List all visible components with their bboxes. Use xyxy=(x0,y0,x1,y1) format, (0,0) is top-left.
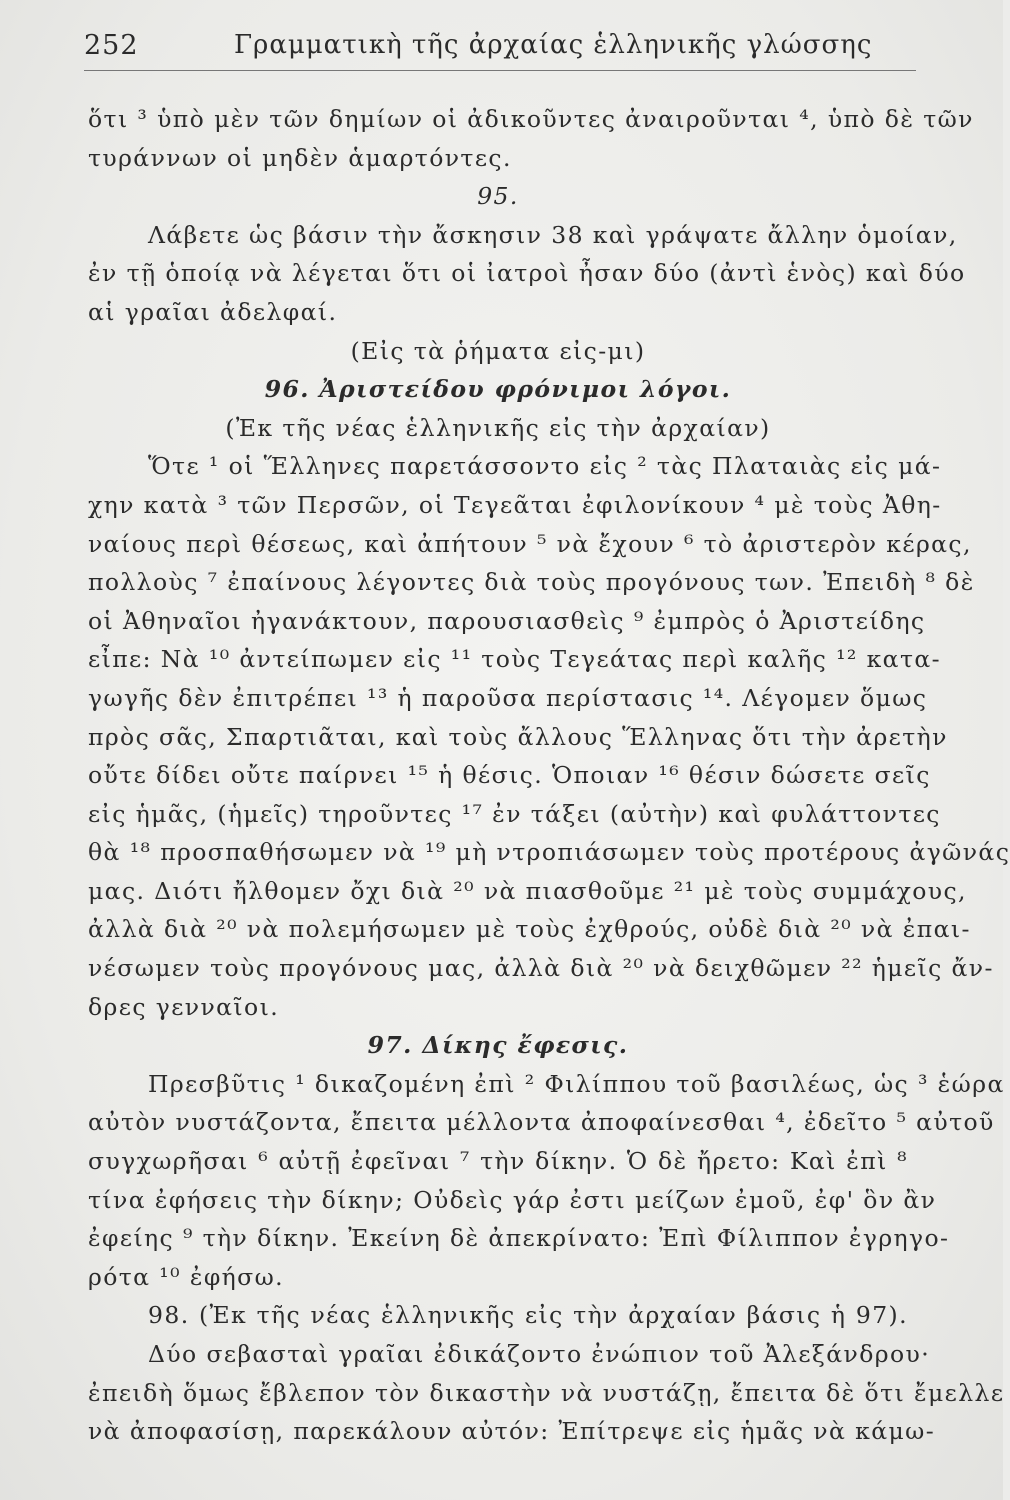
text-line: αὐτὸν νυστάζοντα, ἔπειτα μέλλοντα ἀποφαίνεσθαι ⁴, ἐδεῖτο ⁵ αὐτοῦ xyxy=(88,1108,995,1137)
text-line: Δύο σεβασταὶ γραῖαι ἐδικάζοντο ἐνώπιον τοῦ Ἀλεξάνδρου· xyxy=(148,1340,931,1368)
text-line: συγχωρῆσαι ⁶ αὐτῇ ἐφεῖναι ⁷ τὴν δίκην. Ὁ δὲ ἤρετο: Καὶ ἐπὶ ⁸ xyxy=(88,1147,908,1176)
running-title: Γραμματικὴ τῆς ἀρχαίας ἑλληνικῆς γλώσσης xyxy=(234,30,873,60)
page-number: 252 xyxy=(84,30,139,61)
text-line: γωγῆς δὲν ἐπιτρέπει ¹³ ἡ παροῦσα περίστασις ¹⁴. Λέγομεν ὅμως xyxy=(88,683,928,712)
text-line: θὰ ¹⁸ προσπαθήσωμεν νὰ ¹⁹ μὴ ντροπιάσωμεν τοὺς προτέρους ἀγῶνάς xyxy=(88,838,1010,867)
text-line: οἱ Ἀθηναῖοι ἠγανάκτουν, παρουσιασθεὶς ⁹ ἐμπρὸς ὁ Ἀριστείδης xyxy=(88,606,926,635)
text-line: 95. xyxy=(477,182,519,211)
text-line: αἱ γραῖαι ἀδελφαί. xyxy=(88,297,338,326)
text-line: δρες γενναῖοι. xyxy=(88,992,280,1021)
text-line: Πρεσβῦτις ¹ δικαζομένη ἐπὶ ² Φιλίππου τοῦ βασιλέως, ὡς ³ ἑώρα xyxy=(148,1069,1005,1098)
text-line: ἐφείης ⁹ τὴν δίκην. Ἐκείνη δὲ ἀπεκρίνατο: Ἐπὶ Φίλιππον ἐγρηγο- xyxy=(88,1224,950,1253)
text-line: τυράννων οἱ μηδὲν ἁμαρτόντες. xyxy=(88,143,512,172)
text-line: ἀλλὰ διὰ ²⁰ νὰ πολεμήσωμεν μὲ τοὺς ἐχθρούς, οὐδὲ διὰ ²⁰ νὰ ἐπαι- xyxy=(88,915,971,944)
text-line: (Ἐκ τῆς νέας ἑλληνικῆς εἰς τὴν ἀρχαίαν) xyxy=(225,413,771,442)
text-line: νέσωμεν τοὺς προγόνους μας, ἀλλὰ διὰ ²⁰ νὰ δειχθῶμεν ²² ἡμεῖς ἄν- xyxy=(88,954,994,983)
text-line: Ὅτε ¹ οἱ Ἕλληνες παρετάσσοντο εἰς ² τὰς Πλαταιὰς εἰς μά- xyxy=(148,452,942,481)
text-line: πολλοὺς ⁷ ἐπαίνους λέγοντες διὰ τοὺς προγόνους των. Ἐπειδὴ ⁸ δὲ xyxy=(88,568,975,597)
text-line: εἰς ἡμᾶς, (ἡμεῖς) τηροῦντες ¹⁷ ἐν τάξει (αὐτὴν) καὶ φυλάττοντες xyxy=(88,799,941,828)
text-line: ρότα ¹⁰ ἐφήσω. xyxy=(88,1262,285,1291)
text-line: ναίους περὶ θέσεως, καὶ ἀπήτουν ⁵ νὰ ἔχουν ⁶ τὸ ἀριστερὸν κέρας, xyxy=(88,529,972,558)
text-line: οὔτε δίδει οὔτε παίρνει ¹⁵ ἡ θέσις. Ὁποιαν ¹⁶ θέσιν δώσετε σεῖς xyxy=(88,761,931,790)
text-line: εἶπε: Νὰ ¹⁰ ἀντείπωμεν εἰς ¹¹ τοὺς Τεγεάτας περὶ καλῆς ¹² κατα- xyxy=(88,645,941,674)
page-body-text xyxy=(88,100,1010,1451)
text-line: νὰ ἀποφασίσῃ, παρεκάλουν αὐτόν: Ἐπίτρεψε εἰς ἡμᾶς νὰ κάμω- xyxy=(88,1417,936,1446)
text-line: 98. (Ἐκ τῆς νέας ἑλληνικῆς εἰς τὴν ἀρχαίαν βάσις ἡ 97). xyxy=(148,1301,908,1330)
text-line: ἐν τῇ ὁποίᾳ νὰ λέγεται ὅτι οἱ ἰατροὶ ἦσαν δύο (ἀντὶ ἑνὸς) καὶ δύο xyxy=(88,259,966,288)
text-line: (Εἰς τὰ ῥήματα εἰς-μι) xyxy=(350,336,646,365)
text-line: ἐπειδὴ ὅμως ἔβλεπον τὸν δικαστὴν νὰ νυστάζῃ, ἔπειτα δὲ ὅτι ἔμελλε xyxy=(88,1378,1005,1407)
text-line: χην κατὰ ³ τῶν Περσῶν, οἱ Τεγεᾶται ἐφιλονίκουν ⁴ μὲ τοὺς Ἀθη- xyxy=(88,490,942,519)
text-line: 96. Ἀριστείδου φρόνιμοι λόγοι. xyxy=(264,375,732,404)
text-line: Λάβετε ὡς βάσιν τὴν ἄσκησιν 38 καὶ γράψατε ἄλλην ὁμοίαν, xyxy=(148,220,958,249)
text-line: μας. Διότι ἤλθομεν ὄχι διὰ ²⁰ νὰ πιασθοῦμε ²¹ μὲ τοὺς συμμάχους, xyxy=(88,876,967,905)
text-line: τίνα ἐφήσεις τὴν δίκην; Οὐδεὶς γάρ ἐστι μείζων ἐμοῦ, ἐφ' ὃν ἂν xyxy=(88,1185,937,1214)
text-line: 97. Δίκης ἔφεσις. xyxy=(367,1031,629,1060)
text-line: ὅτι ³ ὑπὸ μὲν τῶν δημίων οἱ ἀδικοῦντες ἀναιροῦνται ⁴, ὑπὸ δὲ τῶν xyxy=(88,105,974,133)
page-header xyxy=(84,26,916,71)
text-line: πρὸς σᾶς, Σπαρτιᾶται, καὶ τοὺς ἄλλους Ἕλληνας ὅτι τὴν ἀρετὴν xyxy=(88,722,948,751)
